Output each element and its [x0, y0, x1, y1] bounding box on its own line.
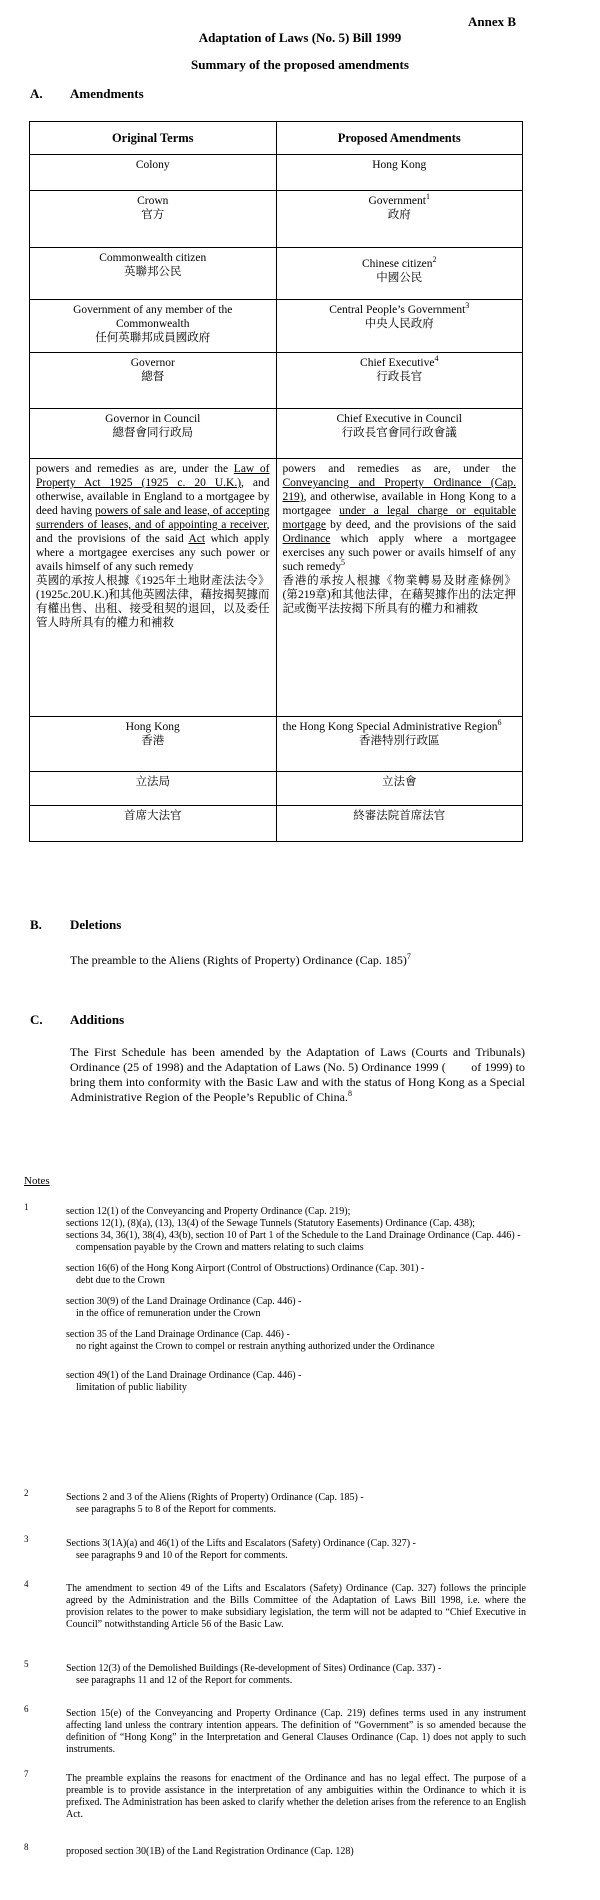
proposed-amendment-cell: 立法會	[276, 772, 523, 806]
note-number: 7	[24, 1769, 29, 1779]
note-number: 8	[24, 1842, 29, 1852]
note-number: 6	[24, 1704, 29, 1714]
original-term-cell: Hong Kong 香港	[30, 717, 277, 772]
original-term-cell: Commonwealth citizen 英聯邦公民	[30, 248, 277, 300]
proposed-amendment-cell: Chief Executive$^4$ 行政長官	[276, 353, 523, 409]
table-row	[30, 409, 523, 459]
table-row	[30, 353, 523, 409]
original-term-cell: Crown 官方	[30, 191, 277, 248]
section-a-title: Amendments	[70, 86, 144, 101]
note-5: Section 12(3) of the Demolished Buildings (Re-development of Sites) Ordinance (Cap. 337) - see paragraphs 11 and 12 of the Report for comments.	[66, 1663, 442, 1686]
table-row-long	[30, 459, 523, 717]
footnote-ref: 5	[340, 558, 345, 568]
section-a-letter: A.	[30, 86, 43, 101]
amendments-table	[29, 121, 523, 842]
note-number: 5	[24, 1659, 29, 1669]
section-b-letter: B.	[30, 917, 42, 932]
table-row	[30, 806, 523, 842]
note-3: Sections 3(1A)(a) and 46(1) of the Lifts and Escalators (Safety) Ordinance (Cap. 327) - see paragraphs 9 and 10 of the Report for comments.	[66, 1538, 416, 1561]
table-row	[30, 191, 523, 248]
section-c-title: Additions	[70, 1012, 125, 1027]
table-row	[30, 155, 523, 191]
footnote-ref: 8	[347, 1089, 352, 1098]
table-row	[30, 300, 523, 353]
original-term-cell: Government of any member of the Commonwealth 任何英聯邦成員國政府	[30, 300, 277, 353]
footnote-ref: 3	[465, 301, 470, 311]
proposed-amendment-cell: Government$^1$ 政府	[276, 191, 523, 248]
column-header-original: Original Terms	[30, 122, 277, 155]
original-term-cell: 立法局	[30, 772, 277, 806]
annex-label: Annex B	[468, 14, 517, 29]
note-number: 2	[24, 1488, 29, 1498]
additions-text: The First Schedule has been amended by the Adaptation of Laws (Courts and Tribunals) Ordinance (25 of 1998) and the Adaptation of Laws (No. 5) Ordinance 1999 ( of 1999) to bring them into conformity with the Basic Law and with the status of Hong Kong as a Special Administrative Region of the People’s Republic of China.$^8$	[70, 1045, 528, 1104]
footnote-ref: 6	[497, 718, 502, 728]
document-title: Adaptation of Laws (No. 5) Bill 1999	[198, 30, 402, 45]
section-c-letter: C.	[30, 1012, 43, 1027]
original-term-cell: Governor in Council 總督會同行政局	[30, 409, 277, 459]
note-number: 1	[24, 1202, 29, 1212]
proposed-amendment-cell: 終審法院首席法官	[276, 806, 523, 842]
original-term-cell: Governor 總督	[30, 353, 277, 409]
table-row	[30, 772, 523, 806]
original-term-cell: powers and remedies as are, under the Law of Property Act 1925 (1925 c. 20 U.K.), and otherwise, available in England to a mortgagee by deed having powers of sale and lease, of accepting surrenders of leases, and of appointing a receiver, and the provisions of the said Act which apply where a mortgagee exercises any such power or avails himself of any such remedy 英國的承按人根據《1925年土地財產法法令》(1925c.20U.K.)和其他英國法律，藉按揭契據而有權出售、出租、接受租契的退回，以及委任管人時所具有的權力和補救	[30, 459, 277, 717]
note-2: Sections 2 and 3 of the Aliens (Rights of Property) Ordinance (Cap. 185) - see paragraphs 5 to 8 of the Report for comments.	[66, 1492, 364, 1515]
footnote-ref: 2	[432, 255, 437, 265]
footnote-ref: 4	[434, 354, 439, 364]
note-7: The preamble explains the reasons for enactment of the Ordinance and has no legal effect. The purpose of a preamble is to provide assistance in the interpretation of any ambiguities within the Ordinance to which it is prefixed. The Administration has been asked to clarify whether the deletion arises from the reference to an English Act.	[66, 1773, 526, 1820]
section-b-title: Deletions	[70, 917, 122, 932]
table-header-row	[30, 122, 523, 155]
document-subtitle: Summary of the proposed amendments	[191, 57, 409, 72]
footnote-ref: 7	[406, 952, 411, 961]
proposed-amendment-cell: Chinese citizen$^2$ 中國公民	[276, 248, 523, 300]
note-4: The amendment to section 49 of the Lifts and Escalators (Safety) Ordinance (Cap. 327) follows the principle agreed by the Administration and the Bills Committee of the Adaptation of Laws Bill 1998, i.e. where the provision relates to the power to make subsidiary legislation, the term will not be adapted to “Chief Executive in Council” notwithstanding Article 56 of the Basic Law.	[66, 1583, 526, 1630]
note-6: Section 15(e) of the Conveyancing and Property Ordinance (Cap. 219) defines terms used in any instrument affecting land unless the contrary intention appears. The definition of “Government” is so amended because the definition of “Hong Kong” in the Interpretation and General Clauses Ordinance (Cap. 1) does not apply to such instruments.	[66, 1708, 526, 1755]
column-header-proposed: Proposed Amendments	[276, 122, 523, 155]
original-term-cell: Colony	[30, 155, 277, 191]
note-8: proposed section 30(1B) of the Land Registration Ordinance (Cap. 128)	[66, 1846, 354, 1857]
footnote-ref: 1	[425, 192, 430, 202]
proposed-amendment-cell: powers and remedies as are, under the Conveyancing and Property Ordinance (Cap. 219), and otherwise, available in Hong Kong to a mortgagee under a legal charge or equitable mortgage by deed, and the provisions of the said Ordinance which apply where a mortgagee exercises any such power or avails himself of any such remedy$^5$ 香港的承按人根據《物業轉易及財產條例》(第219章)和其他法律，在藉契據作出的法定押記或衡平法按揭下所具有的權力和補救	[276, 459, 523, 717]
notes-heading: Notes	[24, 1175, 50, 1187]
proposed-amendment-cell: Hong Kong	[276, 155, 523, 191]
proposed-amendment-cell: Central People’s Government$^3$ 中央人民政府	[276, 300, 523, 353]
note-number: 3	[24, 1534, 29, 1544]
table-row	[30, 248, 523, 300]
proposed-amendment-cell: the Hong Kong Special Administrative Region$^6$ 香港特別行政區	[276, 717, 523, 772]
proposed-amendment-cell: Chief Executive in Council 行政長官會同行政會議	[276, 409, 523, 459]
note-number: 4	[24, 1579, 29, 1589]
note-1: section 12(1) of the Conveyancing and Property Ordinance (Cap. 219); sections 12(1), (8)(a), (13), 13(4) of the Sewage Tunnels (Statutory Easements) Ordinance (Cap. 438); sections 34, 36(1), 38(4), 43(b), section 10 of Part 1 of the Schedule to the Land Drainage Ordinance (Cap. 446) - compensation payable by the Crown and matters relating to such claims section 16(6) of the Hong Kong Airport (Control of Obstructions) Ordinance (Cap. 301) - debt due to the Crown section 30(9) of the Land Drainage Ordinance (Cap. 446) - in the office of remuneration under the Crown section 35 of the Land Drainage Ordinance (Cap. 446) - no right against the Crown to compel or restrain anything authorized under the Ordinance section 49(1) of the Land Drainage Ordinance (Cap. 446) - limitation of public liability	[66, 1206, 521, 1393]
table-row	[30, 717, 523, 772]
deletions-text: The preamble to the Aliens (Rights of Property) Ordinance (Cap. 185)$^7$	[70, 952, 411, 967]
original-term-cell: 首席大法官	[30, 806, 277, 842]
